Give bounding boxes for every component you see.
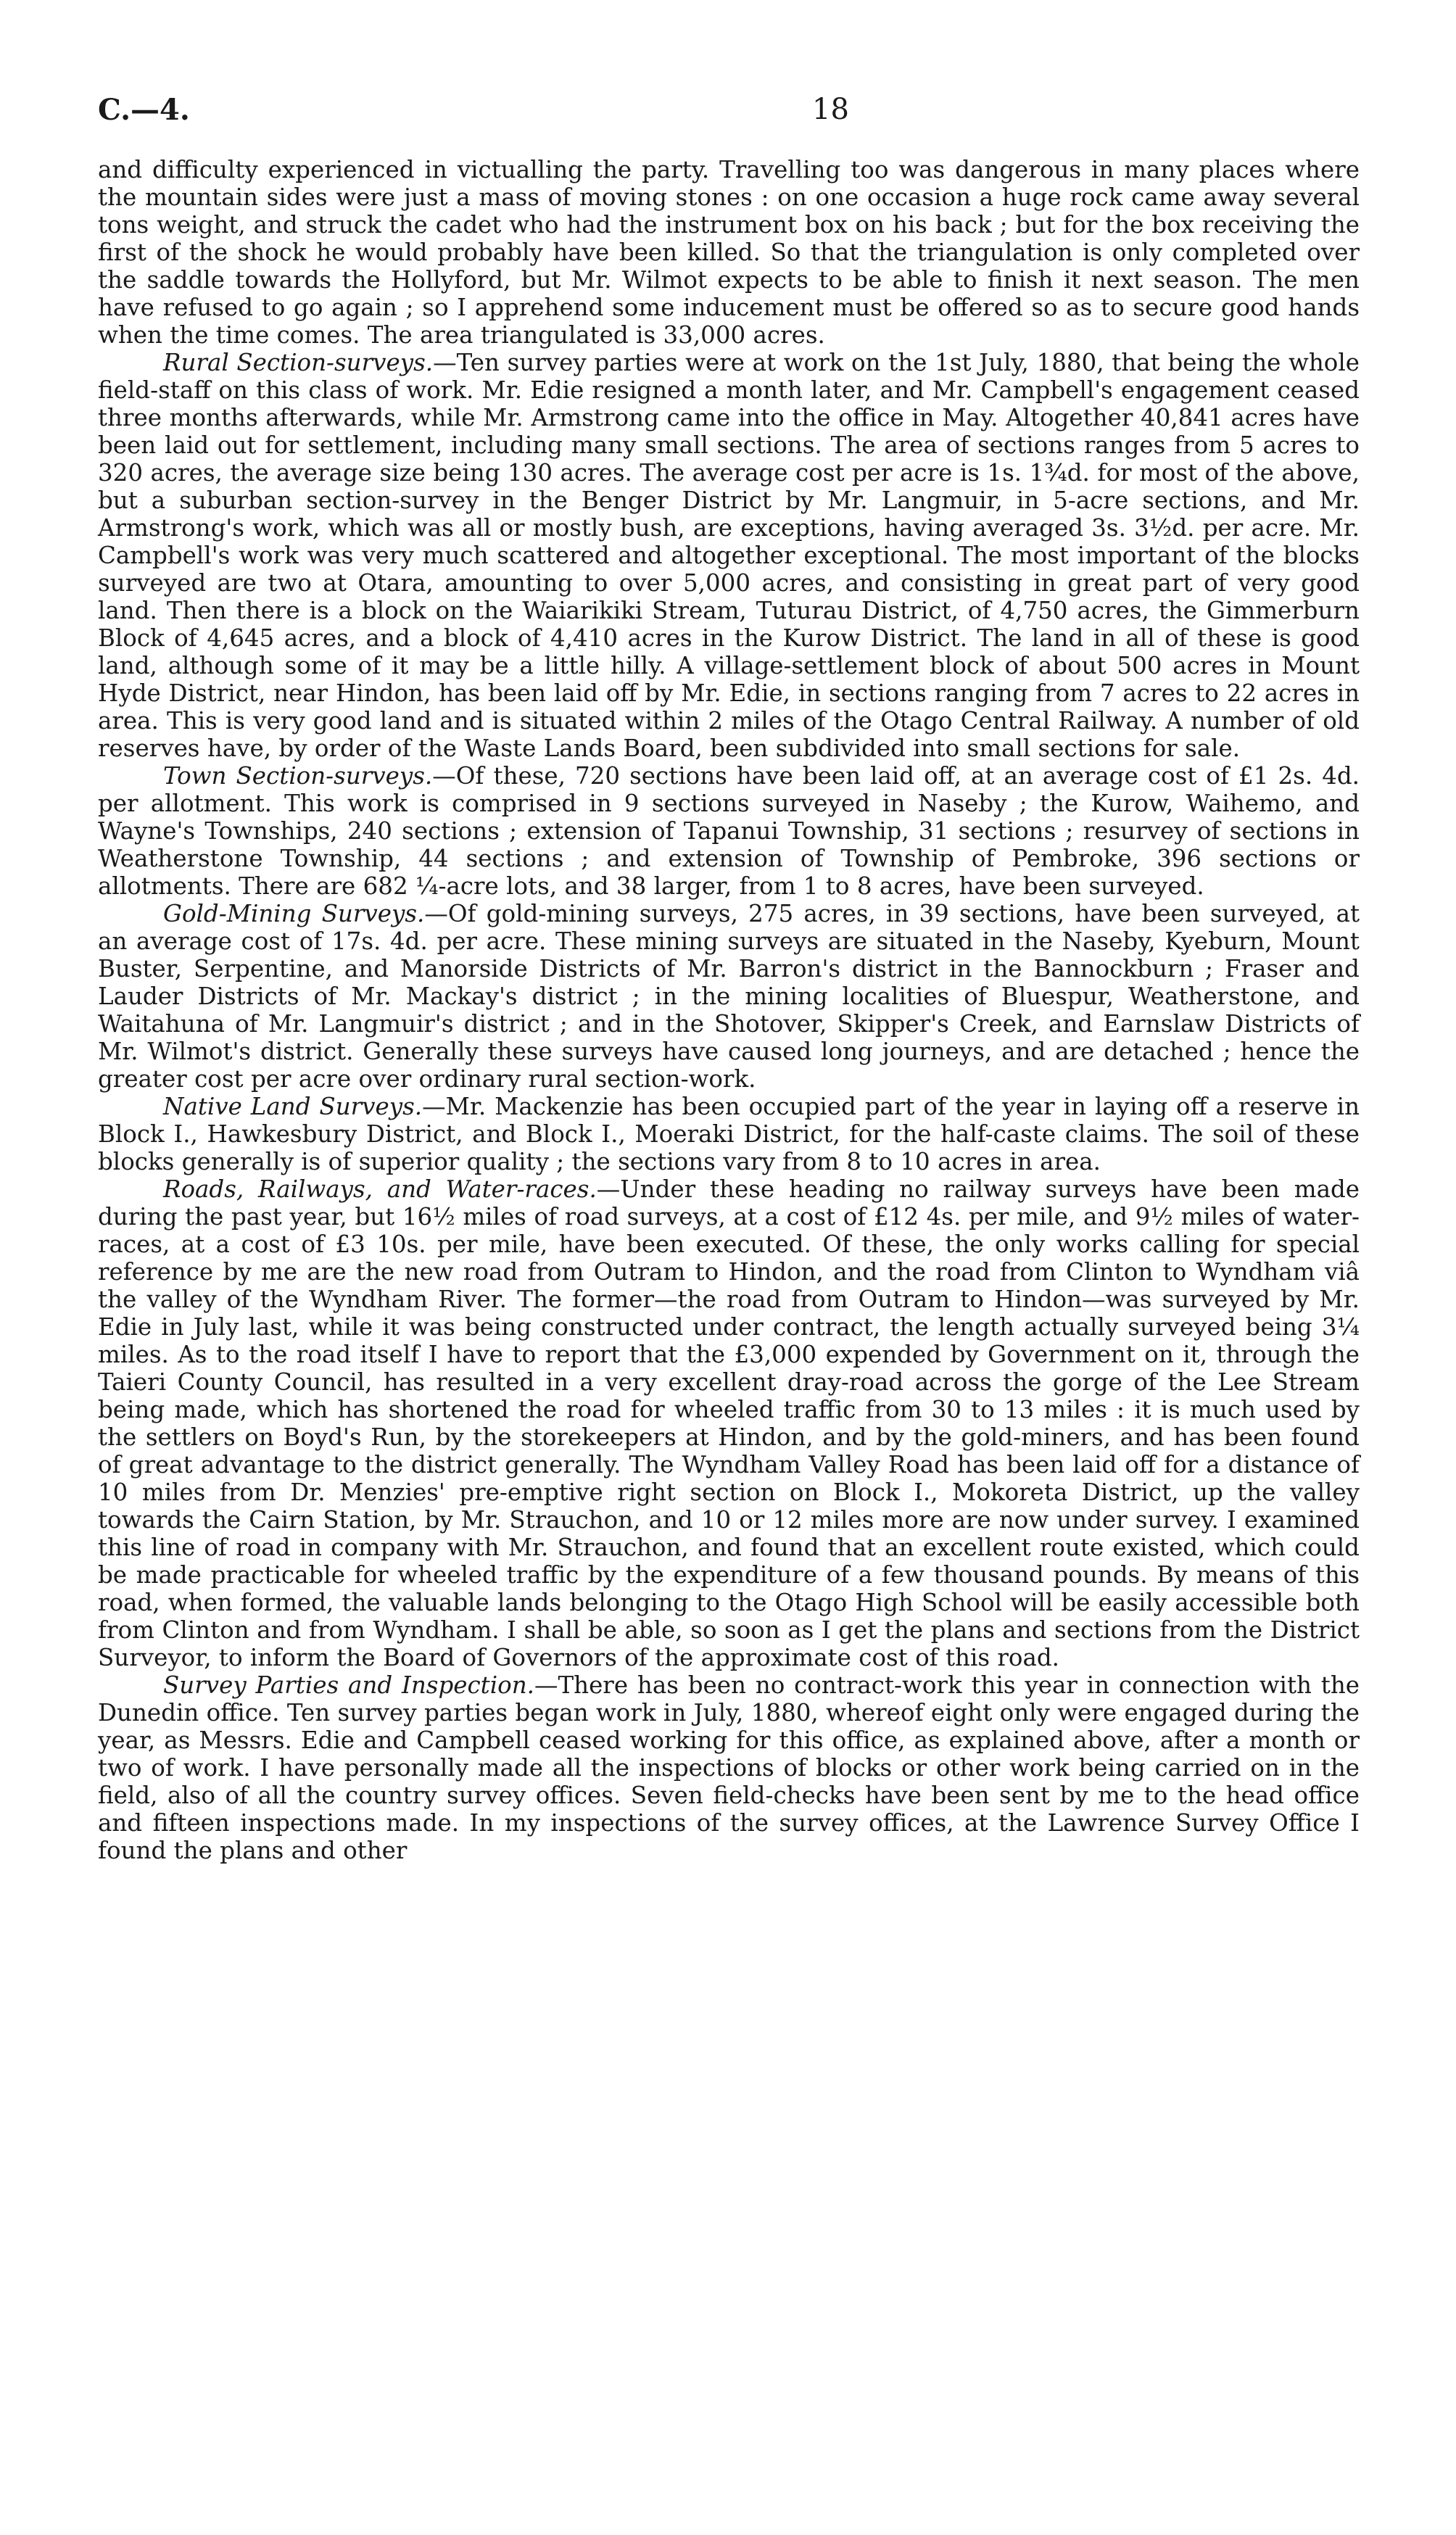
- paragraph-native-land-surveys: [98, 1093, 1360, 1175]
- page-header: [98, 93, 1360, 136]
- section-heading: Gold-Mining Surveys.: [163, 900, 425, 927]
- section-heading: Native Land Surveys.: [163, 1093, 423, 1120]
- paragraph-continuation: [98, 156, 1360, 349]
- paragraph-town-section-surveys: [98, 762, 1360, 900]
- body-text: [98, 156, 1360, 1864]
- paragraph-survey-parties-inspection: [98, 1671, 1360, 1864]
- section-heading: Roads, Railways, and Water-races.: [163, 1175, 597, 1203]
- paragraph-text: —Of these, 720 sections have been laid off, at an average cost of £1 2s. 4d. per allotment. This work is comprised in 9 sections surveyed in Naseby ; the Kurow, Waihemo, and Wayne's Townships, 240 sections ; extension of Tapanui Township, 31 sections ; resurvey of sections in Weatherstone Township, 44 sections ; and extension of Township of Pembroke, 396 sections or allotments. There are 682 ¼-acre lots, and 38 larger, from 1 to 8 acres, have been surveyed.: [98, 762, 1360, 900]
- paragraph-text: —There has been no contract-work this year in connection with the Dunedin office. Ten survey parties began work in July, 1880, whereof eight only were engaged during the year, as Messrs. Edie and Campbell ceased working for this office, as explained above, after a month or two of work. I have personally made all the inspections of blocks or other work being carried on in the field, also of all the country survey offices. Seven field-checks have been sent by me to the head office and fifteen inspections made. In my inspections of the survey offices, at the Lawrence Survey Office I found the plans and other: [98, 1671, 1360, 1864]
- paragraph-roads-railways-water-races: [98, 1175, 1360, 1671]
- page-number: 18: [812, 93, 849, 126]
- paragraph-text: and difficulty experienced in victualling the party. Travelling too was dangerous in many places where the mountain sides were just a mass of moving stones : on one occasion a huge rock came away several tons weight, and struck the cadet who had the instrument box on his back ; but for the box receiving the first of the shock he would probably have been killed. So that the triangulation is only completed over the saddle towards the Hollyford, but Mr. Wilmot expects to be able to finish it next season. The men have refused to go again ; so I apprehend some inducement must be offered so as to secure good hands when the time comes. The area triangulated is 33,000 acres.: [98, 156, 1360, 349]
- paragraph-text: —Of gold-mining surveys, 275 acres, in 39 sections, have been surveyed, at an average cost of 17s. 4d. per acre. These mining surveys are situated in the Naseby, Kyeburn, Mount Buster, Serpentine, and Manorside Districts of Mr. Barron's district in the Bannockburn ; Fraser and Lauder Districts of Mr. Mackay's district ; in the mining localities of Bluespur, Weatherstone, and Waitahuna of Mr. Langmuir's district ; and in the Shotover, Skipper's Creek, and Earnslaw Districts of Mr. Wilmot's district. Generally these surveys have caused long journeys, and are detached ; hence the greater cost per acre over ordinary rural section-work.: [98, 900, 1360, 1093]
- paragraph-rural-section-surveys: [98, 349, 1360, 762]
- section-heading: Town Section-surveys.: [163, 762, 433, 790]
- paragraph-gold-mining-surveys: [98, 900, 1360, 1093]
- section-heading: Rural Section-surveys.: [163, 349, 434, 376]
- paragraph-text: —Ten survey parties were at work on the 1st July, 1880, that being the whole field-staff on this class of work. Mr. Edie resigned a month later, and Mr. Campbell's engagement ceased three months afterwards, while Mr. Armstrong came into the office in May. Altogether 40,841 acres have been laid out for settlement, including many small sections. The area of sections ranges from 5 acres to 320 acres, the average size being 130 acres. The average cost per acre is 1s. 1¾d. for most of the above, but a suburban section-survey in the Benger District by Mr. Langmuir, in 5-acre sections, and Mr. Armstrong's work, which was all or mostly bush, are exceptions, having averaged 3s. 3½d. per acre. Mr. Campbell's work was very much scattered and altogether exceptional. The most important of the blocks surveyed are two at Otara, amounting to over 5,000 acres, and consisting in great part of very good land. Then there is a block on the Waiarikiki Stream, Tuturau District, of 4,750 acres, the Gimmerburn Block of 4,645 acres, and a block of 4,410 acres in the Kurow District. The land in all of these is good land, although some of it may be a little hilly. A village-settlement block of about 500 acres in Mount Hyde District, near Hindon, has been laid off by Mr. Edie, in sections ranging from 7 acres to 22 acres in area. This is very good land and is situated within 2 miles of the Otago Central Railway. A number of old reserves have, by order of the Waste Lands Board, been subdivided into small sections for sale.: [98, 349, 1360, 762]
- paragraph-text: —Mr. Mackenzie has been occupied part of the year in laying off a reserve in Block I., Hawkesbury District, and Block I., Moeraki District, for the half-caste claims. The soil of these blocks generally is of superior quality ; the sections vary from 8 to 10 acres in area.: [98, 1093, 1360, 1175]
- page-reference: C.—4.: [98, 93, 190, 127]
- section-heading: Survey Parties and Inspection.: [163, 1671, 534, 1699]
- paragraph-text: —Under these heading no railway surveys have been made during the past year, but 16½ miles of road surveys, at a cost of £12 4s. per mile, and 9½ miles of water-races, at a cost of £3 10s. per mile, have been executed. Of these, the only works calling for special reference by me are the new road from Outram to Hindon, and the road from Clinton to Wyndham viâ the valley of the Wyndham River. The former—the road from Outram to Hindon—was surveyed by Mr. Edie in July last, while it was being constructed under contract, the length actually surveyed being 3¼ miles. As to the road itself I have to report that the £3,000 expended by Government on it, through the Taieri County Council, has resulted in a very excellent dray-road across the gorge of the Lee Stream being made, which has shortened the road for wheeled traffic from 30 to 13 miles : it is much used by the settlers on Boyd's Run, by the storekeepers at Hindon, and by the gold-miners, and has been found of great advantage to the district generally. The Wyndham Valley Road has been laid off for a distance of 10 miles from Dr. Menzies' pre-emptive right section on Block I., Mokoreta District, up the valley towards the Cairn Station, by Mr. Strauchon, and 10 or 12 miles more are now under survey. I examined this line of road in company with Mr. Strauchon, and found that an excellent route existed, which could be made practicable for wheeled traffic by the expenditure of a few thousand pounds. By means of this road, when formed, the valuable lands belonging to the Otago High School will be easily accessible both from Clinton and from Wyndham. I shall be able, so soon as I get the plans and sections from the District Surveyor, to inform the Board of Governors of the approximate cost of this road.: [98, 1175, 1360, 1671]
